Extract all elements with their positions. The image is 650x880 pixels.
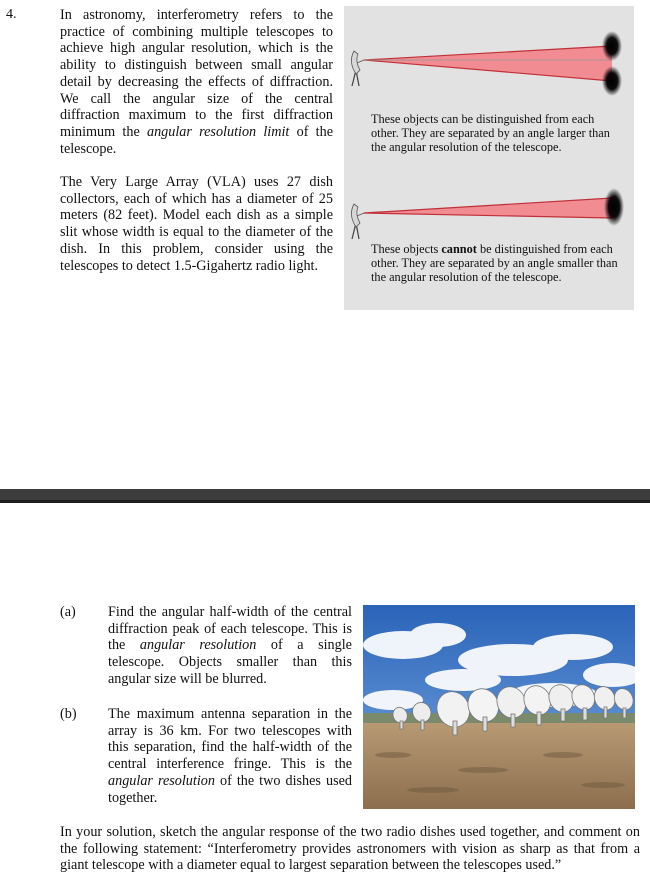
intro-text-2: of the telescope. xyxy=(60,123,333,157)
intro-text-1: In astronomy, interferometry refers to the practice of combining multiple telescopes to achieve high angular resolution, which is the ability to distinguish between small angular detail by decreasing the effects of diffraction. We call the angular size of the central diffraction maximum to the first diffraction minimum the xyxy=(60,7,333,140)
dish-antenna-icon-bottom xyxy=(351,204,364,239)
source-object-merged xyxy=(604,188,624,226)
question-b-text-2: of the two dishes used together. xyxy=(108,772,352,806)
intro-paragraph xyxy=(60,7,333,157)
question-a-italic: angular resolution xyxy=(139,637,257,654)
vla-photo xyxy=(363,605,635,809)
question-a-text-2: of a single telescope. Objects smaller than this angular size will be blurred. xyxy=(108,637,352,687)
question-b-label: (b) xyxy=(60,706,77,722)
question-a-text-1: Find the angular half-width of the central diffraction peak of each telescope. This is the xyxy=(108,604,352,654)
question-b-text-1: The maximum antenna separation in the array is 36 km. For two telescopes with this separation, find the half-width of the central interference fringe. This is the xyxy=(108,706,352,773)
source-object-lower xyxy=(602,66,622,96)
page-divider xyxy=(0,489,650,503)
diagram-caption-resolved: These objects can be distinguished from each other. They are separated by an angle larger than the angular resolution of the telescope. xyxy=(371,112,610,155)
caption-unresolved-text-2: be distinguished from each other. They are separated by an angle smaller than the angular resolution of the telescope. xyxy=(371,242,618,285)
question-a-label: (a) xyxy=(60,604,76,620)
problem-number: 4. xyxy=(6,7,17,22)
photo-ground xyxy=(363,723,635,809)
question-b-italic: angular resolution xyxy=(108,772,215,789)
resolved-beam-diagram xyxy=(351,31,622,96)
caption-unresolved-text-1: These objects xyxy=(371,242,442,256)
caption-unresolved-bold: cannot xyxy=(441,242,477,256)
final-instruction: In your solution, sketch the angular response of the two radio dishes used together, and comment on the following statement: “Interferometry provides astronomers with vision as sharp as that from a giant telescope with a diameter equal to largest separation between the telescopes used.” xyxy=(60,824,640,874)
source-object-upper xyxy=(602,31,622,61)
vla-paragraph: The Very Large Array (VLA) uses 27 dish collectors, each of which has a diameter of 25 meters (82 feet). Model each dish as a simple slit whose width is equal to the diameter of the dish. In this problem, consider using the telescopes to detect 1.5-Gigahertz radio light. xyxy=(60,174,333,274)
question-a-text xyxy=(108,604,352,688)
diagram-caption-unresolved xyxy=(371,242,623,285)
dish-antenna-icon-top xyxy=(351,51,364,86)
intro-italic-term: angular resolution limit xyxy=(146,123,290,140)
unresolved-beam-diagram xyxy=(351,188,624,239)
question-b-text xyxy=(108,706,352,806)
